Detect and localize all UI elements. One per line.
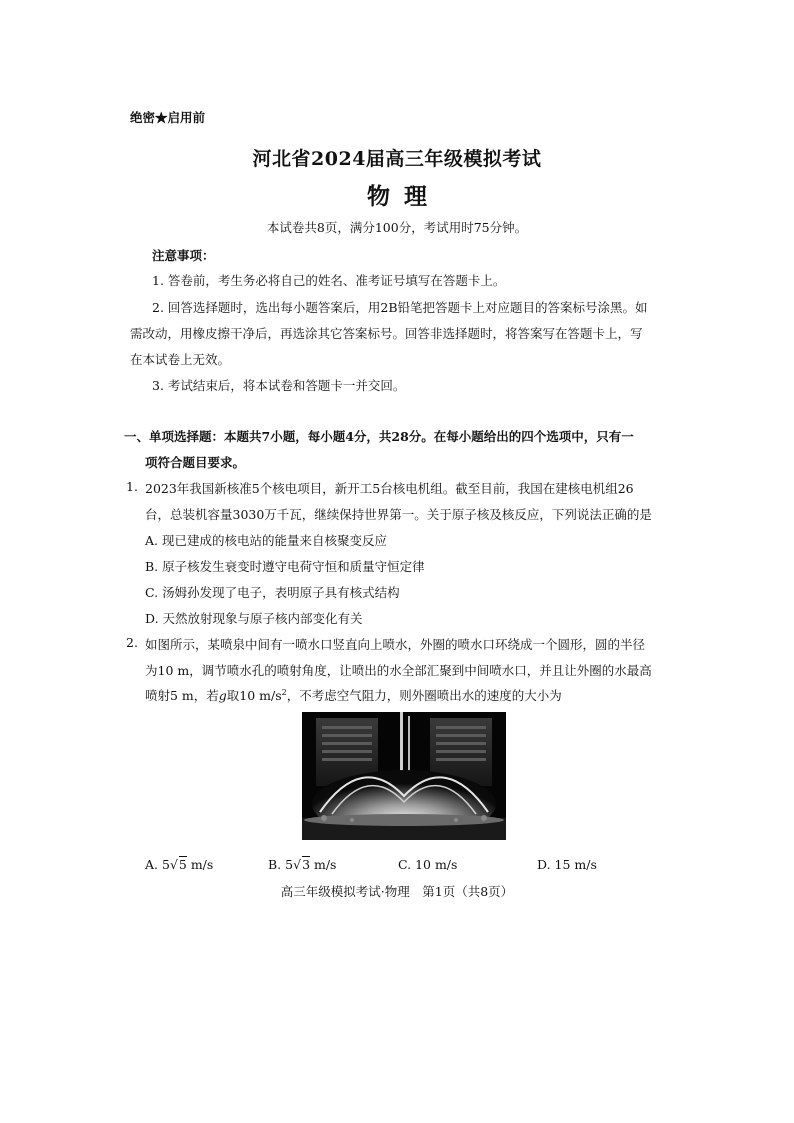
notes-heading: 注意事项：: [152, 248, 215, 263]
option-d: D. 天然放射现象与原子核内部变化有关: [145, 611, 363, 626]
question-stem: 如图所示，某喷泉中间有一喷水口竖直向上喷水，外圈的喷水口环绕成一个圆形，圆的半径: [145, 637, 646, 652]
option-d: D. 15 m/s: [537, 857, 597, 872]
sqrt-symbol: √: [169, 857, 178, 872]
option-text: B. 5: [268, 857, 294, 872]
exam-title: 河北省2024届高三年级模拟考试: [252, 148, 542, 170]
question-stem: [145, 686, 562, 704]
option-text: A. 5: [145, 857, 170, 872]
note-item: 2. 回答选择题时，选出每小题答案后，用2B铅笔把答题卡上对应题目的答案标号涂黑。如: [152, 300, 648, 315]
confidential-label: 绝密★启用前: [130, 110, 206, 125]
paper-info: 本试卷共8页，满分100分，考试用时75分钟。: [266, 220, 528, 235]
option-b: [268, 857, 336, 872]
page-footer: 高三年级模拟考试·物理 第1页（共8页）: [280, 884, 514, 899]
sqrt-symbol: √: [293, 857, 302, 872]
radicand: 5: [178, 857, 187, 872]
section-heading: 一、单项选择题：本题共7小题，每小题4分，共28分。在每小题给出的四个选项中，只有一: [124, 429, 634, 444]
option-unit: m/s: [310, 857, 337, 872]
question-number: 2.: [126, 635, 138, 650]
option-c: C. 汤姆孙发现了电子，表明原子具有核式结构: [145, 585, 400, 600]
stem-text: 取10 m/s: [226, 688, 282, 703]
option-c: C. 10 m/s: [398, 857, 458, 872]
section-heading-cont: 项符合题目要求。: [145, 455, 246, 470]
stem-text: ，不考虑空气阻力，则外圈喷出水的速度的大小为: [286, 688, 562, 703]
question-number: 1.: [126, 479, 138, 494]
note-item: 需改动，用橡皮擦干净后，再选涂其它答案标号。回答非选择题时，将答案写在答题卡上，写: [130, 326, 643, 341]
question-stem: 台，总装机容量3030万千瓦，继续保持世界第一。关于原子核及核反应，下列说法正确的是: [145, 507, 652, 522]
note-item: 在本试卷上无效。: [130, 352, 231, 367]
option-a: A. 现已建成的核电站的能量来自核聚变反应: [145, 533, 387, 548]
note-item: 1. 答卷前，考生务必将自己的姓名、准考证号填写在答题卡上。: [152, 273, 506, 288]
radicand: 3: [302, 857, 311, 872]
option-unit: m/s: [186, 857, 214, 872]
option-a: [145, 857, 213, 872]
subject-title: 物理: [367, 183, 441, 210]
note-item: 3. 考试结束后，将本试卷和答题卡一并交回。: [152, 378, 406, 393]
gravity-symbol: g: [218, 688, 227, 703]
stem-text: 喷射5 m，若: [145, 688, 219, 703]
superscript: 2: [281, 687, 287, 697]
fountain-illustration: [302, 712, 506, 840]
fountain-photo: [302, 712, 506, 840]
question-stem: 2023年我国新核准5个核电项目，新开工5台核电机组。截至目前，我国在建核电机组26: [145, 481, 634, 496]
question-stem: 为10 m，调节喷水孔的喷射角度，让喷出的水全部汇聚到中间喷水口，并且让外圈的水最高: [145, 663, 652, 678]
option-b: B. 原子核发生衰变时遵守电荷守恒和质量守恒定律: [145, 559, 425, 574]
